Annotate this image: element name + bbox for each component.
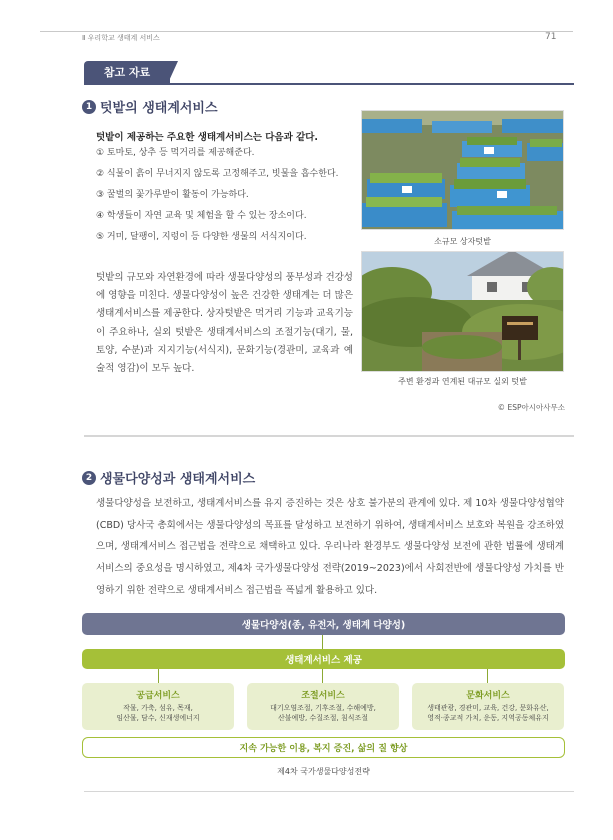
service-title: 문화서비스 [466,691,510,701]
service-desc-line: 임산물, 담수, 신재생에너지 [116,714,200,722]
regulating-service-box [247,683,399,730]
service-desc-line: 대기오염조절, 기후조절, 수해예방, [270,704,376,712]
section1-heading [82,97,218,116]
list-item: ⑤ 거미, 달팽이, 지렁이 등 다양한 생물의 서식지이다. [96,232,307,242]
box-garden-photo [361,110,564,230]
chapter-header: Ⅱ 우리학교 생태계 서비스 [82,34,160,42]
list-item: ④ 학생들이 자연 교육 및 체험을 할 수 있는 장소이다. [96,211,307,221]
section1-number: 1 [82,100,96,114]
service-desc-line: 작물, 가축, 섬유, 목재, [123,704,193,712]
section1-title: 텃밭의 생태계서비스 [100,101,218,116]
list-item: ② 식물이 흙이 무너지지 않도록 고정해주고, 빗물을 흡수한다. [96,169,339,179]
bottom-divider [84,791,574,792]
header-divider [40,31,573,32]
service-list [96,147,351,252]
section1-paragraph: 텃밭의 규모와 자연환경에 따라 생물다양성의 풍부성과 건강성에 영향을 미친다. 생물다양성이 높은 건강한 생태계는 더 많은 생태계서비스를 제공한다. 상자텃밭은 먹거리 기능과 교육기능이 주요하나, 실외 텃밭은 생태계서비스의 조절기능(대기, 물, 토양, 수분)과 지지기능(서식지), 문화기능(경관미, 교육과 예술적 영감)이 모두 높다. [96,272,353,375]
outdoor-garden-photo [361,251,564,372]
reference-underline [84,83,574,85]
page-number: 71 [545,32,557,42]
connector-line [322,669,323,683]
section2-paragraph: 생물다양성을 보전하고, 생태계서비스를 유지 증진하는 것은 상호 불가분의 관계에 있다. 제 10차 생물다양성협약(CBD) 당사국 총회에서는 생물다양성의 목표를 달성하고 보전하기 위하여, 생태계서비스 보호와 복원을 강조하였으며, 생태계서비스 접근법을 전략으로 채택하고 있다. 우리나라 환경부도 생물다양성 보전에 관한 법률에 생태계서비스의 중요성을 명시하였고, 제4차 국가생물다양성 전략(2019~2023)에서 사회전반에 생물다양성 가치를 반영하기 위한 전략으로 생태계서비스 접근법을 폭넓게 활용하고 있다. [96,498,564,596]
list-item: ① 토마토, 상추 등 먹거리를 제공해준다. [96,148,255,158]
photo1-caption: 소규모 상자텃밭 [434,237,491,246]
section1-intro: 텃밭이 제공하는 주요한 생태계서비스는 다음과 같다. [96,132,319,143]
connector-line [322,635,323,649]
service-desc-line: 산불예방, 수질조절, 침식조절 [277,714,369,722]
section2-number: 2 [82,471,96,485]
supply-service-box [82,683,234,730]
service-title: 공급서비스 [136,691,180,701]
goal-bar: 지속 가능한 이용, 복지 증진, 삶의 질 향상 [82,737,565,758]
service-title: 조절서비스 [301,691,345,701]
biodiversity-bar: 생물다양성(종, 유전자, 생태계 다양성) [82,613,565,635]
reference-tab-corner [168,61,178,83]
reference-tab: 참고 자료 [84,61,170,83]
photo-credit: © ESP아시아사무소 [497,403,565,412]
section-divider [84,435,574,437]
service-desc-line: 생태관광, 경관미, 교육, 건강, 문화유산, [427,704,549,712]
connector-line [158,669,159,683]
eco-service-bar: 생태계서비스 제공 [82,649,565,669]
connector-line [487,669,488,683]
cultural-service-box [412,683,564,730]
section2-heading [82,468,255,487]
photo2-caption: 주변 환경과 연계된 대규모 실외 텃밭 [398,377,527,386]
section2-title: 생물다양성과 생태계서비스 [100,472,256,487]
diagram-caption: 제4차 국가생물다양성전략 [277,767,370,776]
list-item: ③ 꿀벌의 꽃가루받이 활동이 가능하다. [96,190,249,200]
service-desc-line: 영적·종교적 가치, 운동, 지역공동체유지 [427,714,549,722]
